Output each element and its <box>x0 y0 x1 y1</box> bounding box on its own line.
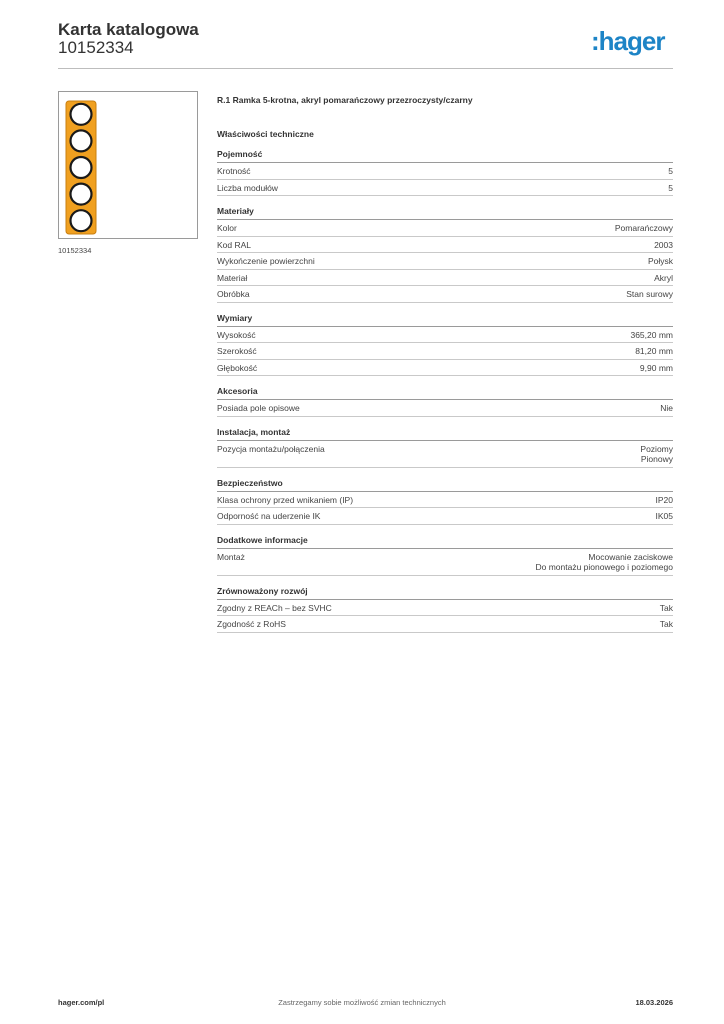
spec-value <box>640 444 673 465</box>
spec-value <box>660 619 673 630</box>
spec-value-line: Poziomy <box>640 443 673 454</box>
spec-value <box>635 346 673 357</box>
spec-group <box>217 478 673 525</box>
spec-content <box>217 95 673 633</box>
spec-value <box>656 495 674 506</box>
spec-value <box>648 256 673 267</box>
spec-group <box>217 586 673 633</box>
frame-opening <box>71 184 92 205</box>
spec-value <box>626 289 673 300</box>
svg-text::hager: :hager <box>591 26 665 56</box>
spec-group <box>217 386 673 417</box>
spec-label: Krotność <box>217 166 251 176</box>
spec-row <box>217 253 673 270</box>
spec-label: Posiada pole opisowe <box>217 403 300 413</box>
spec-row <box>217 616 673 633</box>
product-name: R.1 Ramka 5-krotna, akryl pomarańczowy przezroczysty/czarny <box>217 95 473 105</box>
spec-row <box>217 441 673 468</box>
spec-value <box>615 223 673 234</box>
spec-value <box>660 603 673 614</box>
spec-label: Pozycja montażu/połączenia <box>217 443 325 454</box>
spec-group-title: Zrównoważony rozwój <box>217 586 673 600</box>
spec-group <box>217 535 673 576</box>
product-image <box>58 91 198 239</box>
spec-row <box>217 237 673 254</box>
spec-value <box>656 511 674 522</box>
spec-value <box>535 552 673 573</box>
spec-label: Zgodny z REACh – bez SVHC <box>217 602 332 613</box>
product-image-caption: 10152334 <box>58 246 92 255</box>
spec-group-title: Akcesoria <box>217 386 673 400</box>
footer-website[interactable]: hager.com/pl <box>58 998 105 1007</box>
spec-row <box>217 508 673 525</box>
product-code: 10152334 <box>58 38 134 57</box>
spec-group <box>217 313 673 377</box>
spec-group-title: Bezpieczeństwo <box>217 478 673 492</box>
spec-row <box>217 360 673 377</box>
spec-label: Klasa ochrony przed wnikaniem (IP) <box>217 494 354 505</box>
spec-label: Kolor <box>217 223 237 233</box>
spec-groups <box>217 149 673 633</box>
spec-label: Wysokość <box>217 329 256 340</box>
spec-row <box>217 600 673 617</box>
spec-group <box>217 149 673 196</box>
spec-value <box>668 183 673 194</box>
spec-value <box>640 363 673 374</box>
spec-value-line: 5 <box>668 166 673 176</box>
hager-logo <box>591 26 673 56</box>
spec-label: Materiał <box>217 272 248 283</box>
spec-value-line: 5 <box>668 182 673 193</box>
spec-value-line: Akryl <box>654 272 673 283</box>
spec-label: Montaż <box>217 551 245 562</box>
spec-value-line: Połysk <box>647 256 673 266</box>
spec-label: Kod RAL <box>217 239 252 250</box>
footer-disclaimer: Zastrzegamy sobie możliwość zmian technicznych <box>278 998 446 1007</box>
spec-row <box>217 180 673 197</box>
spec-row <box>217 327 673 344</box>
spec-label: Obróbka <box>217 289 250 299</box>
spec-row <box>217 549 673 576</box>
spec-label: Liczba modułów <box>217 182 278 193</box>
page-title: Karta katalogowa <box>58 20 199 39</box>
spec-value-line: Nie <box>660 403 673 413</box>
spec-group-title: Instalacja, montaż <box>217 427 673 441</box>
spec-value <box>668 166 673 177</box>
spec-row <box>217 270 673 287</box>
spec-value-line: Pionowy <box>640 454 673 464</box>
footer-date: 18.03.2026 <box>635 998 673 1007</box>
spec-label: Szerokość <box>217 346 257 356</box>
spec-value-line: Stan surowy <box>626 289 673 299</box>
spec-row <box>217 163 673 180</box>
spec-value-line: 9,90 mm <box>639 362 673 373</box>
spec-group-title: Wymiary <box>217 313 673 327</box>
spec-label: Zgodność z RoHS <box>217 619 286 629</box>
spec-value-line: 2003 <box>654 239 673 250</box>
spec-value <box>654 240 673 251</box>
spec-label: Wykończenie powierzchni <box>217 256 315 266</box>
spec-value-line: Pomarańczowy <box>614 223 673 233</box>
spec-group-title: Materiały <box>217 206 673 220</box>
spec-value <box>630 330 673 341</box>
header-divider <box>58 68 673 69</box>
spec-value-line: 365,20 mm <box>630 329 673 340</box>
spec-row <box>217 343 673 360</box>
spec-value-line: Do montażu pionowego i poziomego <box>535 562 673 572</box>
spec-value-line: Tak <box>659 619 673 629</box>
spec-value-line: 81,20 mm <box>635 346 673 356</box>
spec-row <box>217 400 673 417</box>
spec-value-line: Mocowanie zaciskowe <box>588 551 673 562</box>
spec-value-line: Tak <box>659 602 673 613</box>
spec-label: Głębokość <box>217 362 258 373</box>
spec-value-line: IK05 <box>655 511 673 521</box>
spec-group-title: Dodatkowe informacje <box>217 535 673 549</box>
spec-value-line: IP20 <box>655 494 673 505</box>
spec-label: Odporność na uderzenie IK <box>217 511 321 521</box>
spec-row <box>217 286 673 303</box>
spec-row <box>217 492 673 509</box>
spec-value <box>660 403 673 414</box>
spec-value <box>654 273 673 284</box>
spec-group <box>217 427 673 468</box>
spec-group <box>217 206 673 303</box>
tech-properties-heading: Właściwości techniczne <box>217 129 314 139</box>
frame-opening <box>71 157 92 178</box>
frame-opening <box>71 104 92 125</box>
spec-row <box>217 220 673 237</box>
spec-group-title: Pojemność <box>217 149 673 163</box>
frame-opening <box>71 210 92 231</box>
frame-illustration <box>65 100 97 235</box>
frame-opening <box>71 130 92 151</box>
